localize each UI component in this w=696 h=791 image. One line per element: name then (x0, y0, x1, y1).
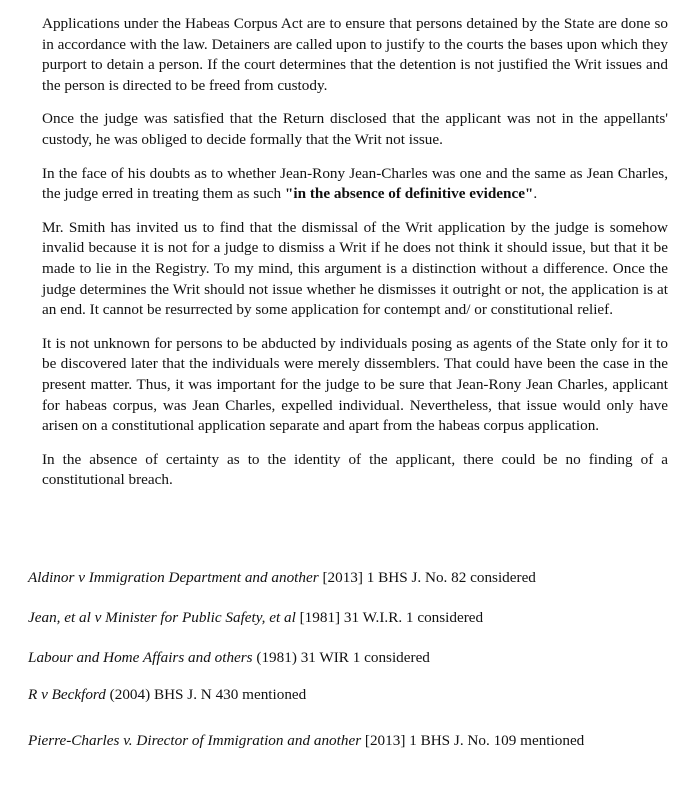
paragraph-bold-quote: "in the absence of definitive evidence" (284, 185, 534, 203)
case-citation (28, 568, 536, 588)
case-name: Pierre-Charles v. Director of Immigration and another (28, 732, 362, 749)
paragraph-text: It is not unknown for persons to be abducted by individuals posing as agents of the State only for it to be discovered later that the individuals were merely dissemblers. That could have been the case in the present matter. Thus, it was important for the judge to be sure that Jean-Rony Jean Charles, applicant for habeas corpus, was Jean Charles, expelled individual. Nevertheless, that issue would only have arisen on a constitutional application separate and apart from the habeas corpus application. (42, 334, 668, 435)
case-citation (28, 648, 430, 668)
paragraph-absence-certainty (42, 450, 668, 491)
paragraph-text: Once the judge was satisfied that the Return disclosed that the applicant was not in the appellants' custody, he was obliged to decide formally that the Writ not issue. (42, 110, 668, 148)
case-reference: [2013] 1 BHS J. No. 109 mentioned (361, 732, 585, 749)
case-name: Labour and Home Affairs and others (28, 649, 253, 666)
paragraph-mr-smith-argument (42, 218, 668, 321)
paragraph-judge-doubts (42, 164, 668, 205)
case-reference: (2004) BHS J. N 430 mentioned (105, 686, 307, 703)
paragraph-return-disclosed (42, 109, 668, 150)
case-citation (28, 731, 584, 751)
paragraph-text: Mr. Smith has invited us to find that the dismissal of the Writ application by the judge is somehow invalid because it is not for a judge to dismiss a Writ if he does not think it should issue, but that it be made to lie in the Registry. To my mind, this argument is a distinction without a difference. Once the judge determines the Writ should not issue whether he dismisses it outright or not, the application is at an end. It cannot be resurrected by some application for contempt and/ or constitutional relief. (42, 218, 668, 319)
paragraph-text: In the face of his doubts as to whether Jean-Rony Jean-Charles was one and the same as Jean Charles, the judge erred in treating them as such (42, 164, 668, 203)
case-name: Jean, et al v Minister for Public Safety, et al (28, 609, 296, 626)
paragraph-abduction-dissemblers (42, 334, 668, 437)
paragraph-text: In the absence of certainty as to the identity of the applicant, there could be no finding of a constitutional breach. (42, 450, 668, 489)
case-name: R v Beckford (28, 686, 106, 703)
case-reference: [2013] 1 BHS J. No. 82 considered (318, 569, 536, 586)
paragraph-tail: . (533, 185, 538, 203)
case-citation (28, 608, 483, 628)
case-name: Aldinor v Immigration Department and another (28, 569, 319, 586)
paragraph-habeas-corpus-purpose (42, 14, 668, 96)
case-reference: (1981) 31 WIR 1 considered (252, 649, 430, 666)
case-reference: [1981] 31 W.I.R. 1 considered (295, 609, 484, 626)
paragraph-text: Applications under the Habeas Corpus Act are to ensure that persons detained by the State are done so in accordance with the law. Detainers are called upon to justify to the courts the bases upon which they purport to detain a person. If the court determines that the detention is not justified the Writ issues and the person is directed to be freed from custody. (42, 15, 668, 94)
case-citation (28, 685, 306, 705)
